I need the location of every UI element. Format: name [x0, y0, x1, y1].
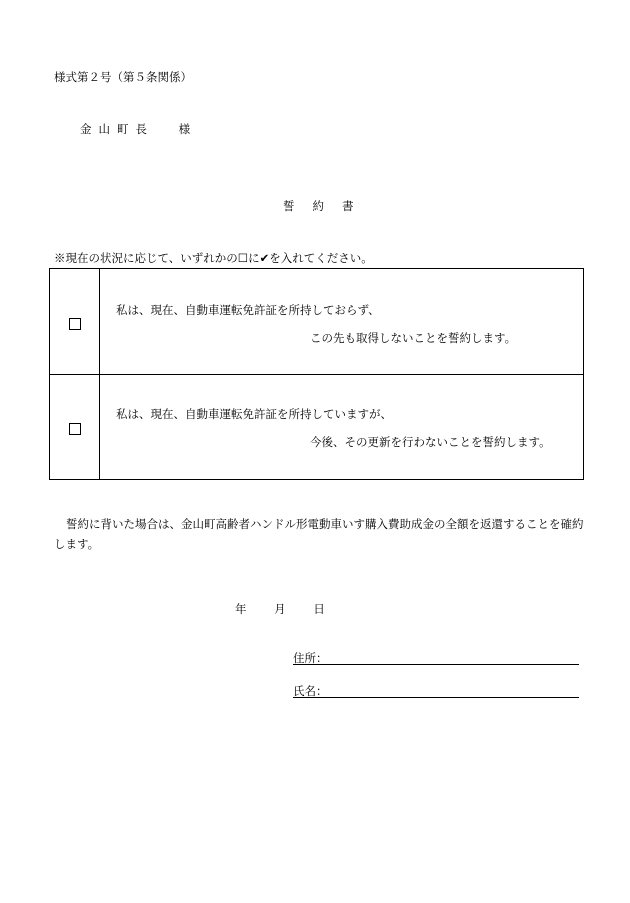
document-title: 誓約書	[283, 199, 372, 213]
option-1-line-1: 私は、現在、自動車運転免許証を所持しておらず、	[116, 303, 380, 317]
addressee	[80, 121, 197, 137]
address-field[interactable]	[293, 650, 579, 665]
date-day: 日	[313, 602, 325, 616]
option-1-line-2: この先も取得しないことを誓約します。	[310, 331, 517, 345]
date-line	[235, 601, 349, 617]
option-2-line-2: 今後、その更新を行わないことを誓約します。	[310, 435, 551, 449]
option-2-line-1: 私は、現在、自動車運転免許証を所持していますが、	[116, 407, 392, 421]
checkbox-no-renewal[interactable]	[69, 423, 81, 435]
address-label: 住所：	[293, 651, 328, 665]
choice-row-no-renewal	[50, 375, 583, 479]
addressee-suffix: 様	[178, 122, 198, 136]
instruction-text: ※現在の状況に応じて、いずれかの☐に✔を入れてください。	[54, 251, 373, 265]
choice-row-no-license	[50, 269, 583, 375]
name-label: 氏名：	[293, 684, 328, 698]
column-divider	[99, 375, 100, 479]
checkbox-no-license[interactable]	[69, 318, 81, 330]
choice-table	[49, 268, 584, 480]
column-divider	[99, 269, 100, 374]
pledge-paragraph: 誓約に背いた場合は、金山町高齢者ハンドル形電動車いす購入費助成金の全額を返還することを確約します。	[54, 517, 584, 551]
date-month: 月	[274, 602, 286, 616]
form-number: 様式第２号（第５条関係）	[54, 70, 192, 84]
addressee-name: 金山町長	[80, 122, 154, 136]
date-year: 年	[235, 602, 247, 616]
name-field[interactable]	[293, 683, 579, 698]
